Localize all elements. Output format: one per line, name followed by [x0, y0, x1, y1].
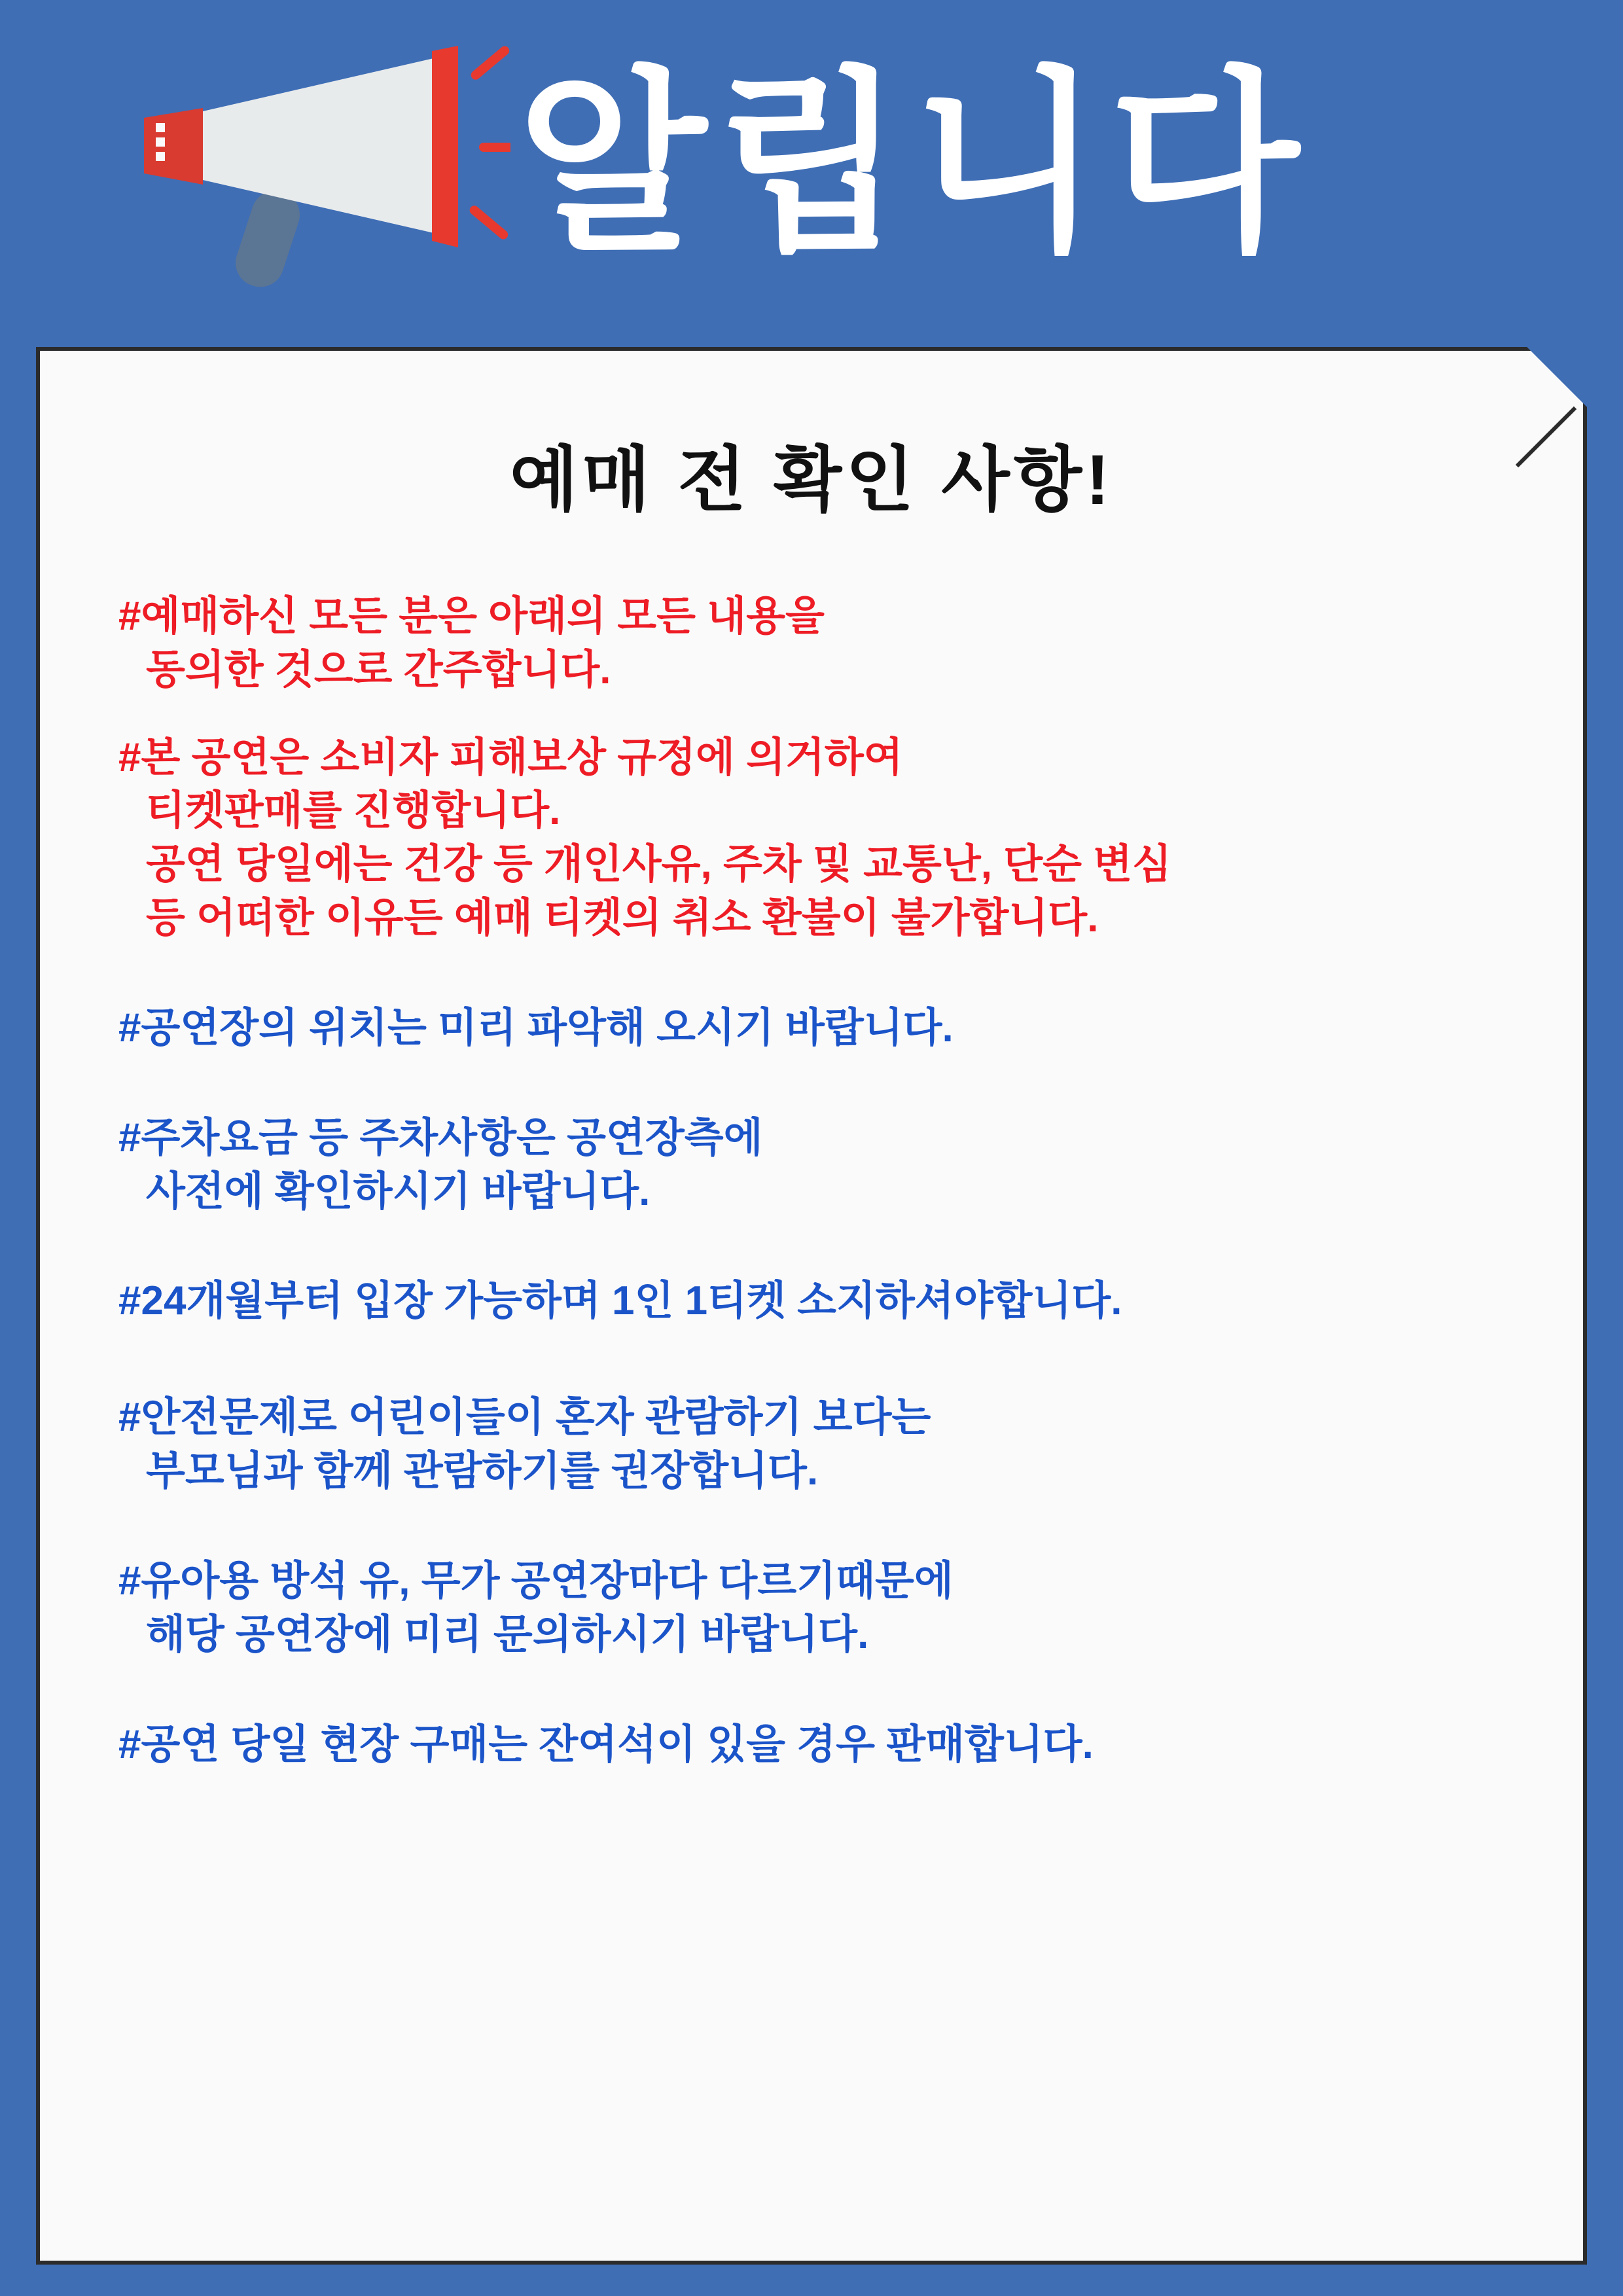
notice-line: #24개월부터 입장 가능하며 1인 1티켓 소지하셔야합니다. [118, 1278, 1122, 1324]
page-title: 알립니다 [517, 54, 1308, 274]
notice-line: 동의한 것으로 간주합니다. [146, 647, 611, 692]
notice-line: #공연 당일 현장 구매는 잔여석이 있을 경우 판매합니다. [118, 1721, 1094, 1767]
notice-line: #주차요금 등 주차사항은 공연장측에 [118, 1115, 763, 1160]
notice-line: 부모님과 함께 관람하기를 권장합니다. [146, 1448, 819, 1494]
poster-header [0, 0, 1623, 327]
megaphone-icon [105, 39, 510, 301]
notice-item [118, 1111, 1505, 1219]
notice-item [118, 590, 1505, 697]
notice-list [118, 590, 1505, 1771]
notice-item [118, 1274, 1505, 1328]
notice-line: #안전문제로 어린이들이 혼자 관람하기 보다는 [118, 1395, 931, 1441]
notice-line: #유아용 방석 유, 무가 공연장마다 다르기때문에 [118, 1558, 954, 1604]
notice-item [118, 1718, 1505, 1772]
notice-line: #공연장의 위치는 미리 파악해 오시기 바랍니다. [118, 1005, 954, 1050]
notice-line: 공연 당일에는 건강 등 개인사유, 주차 및 교통난, 단순 변심 [146, 842, 1171, 888]
notice-line: 등 어떠한 이유든 예매 티켓의 취소 환불이 불가합니다. [146, 895, 1099, 941]
notice-item [118, 1391, 1505, 1498]
card-title: 예매 전 확인 사항! [509, 440, 1114, 519]
notice-line: #본 공연은 소비자 피해보상 규정에 의거하여 [118, 734, 903, 780]
notice-card [36, 347, 1587, 2265]
notice-line: #예매하신 모든 분은 아래의 모든 내용을 [118, 594, 825, 639]
notice-item [118, 731, 1505, 945]
notice-line: 사전에 확인하시기 바랍니다. [146, 1168, 651, 1214]
notice-line: 티켓판매를 진행합니다. [146, 788, 561, 834]
page-fold-corner [1527, 347, 1587, 407]
notice-item [118, 1554, 1505, 1662]
notice-line: 해당 공연장에 미리 문의하시기 바랍니다. [146, 1611, 869, 1657]
notice-item [118, 1001, 1505, 1055]
